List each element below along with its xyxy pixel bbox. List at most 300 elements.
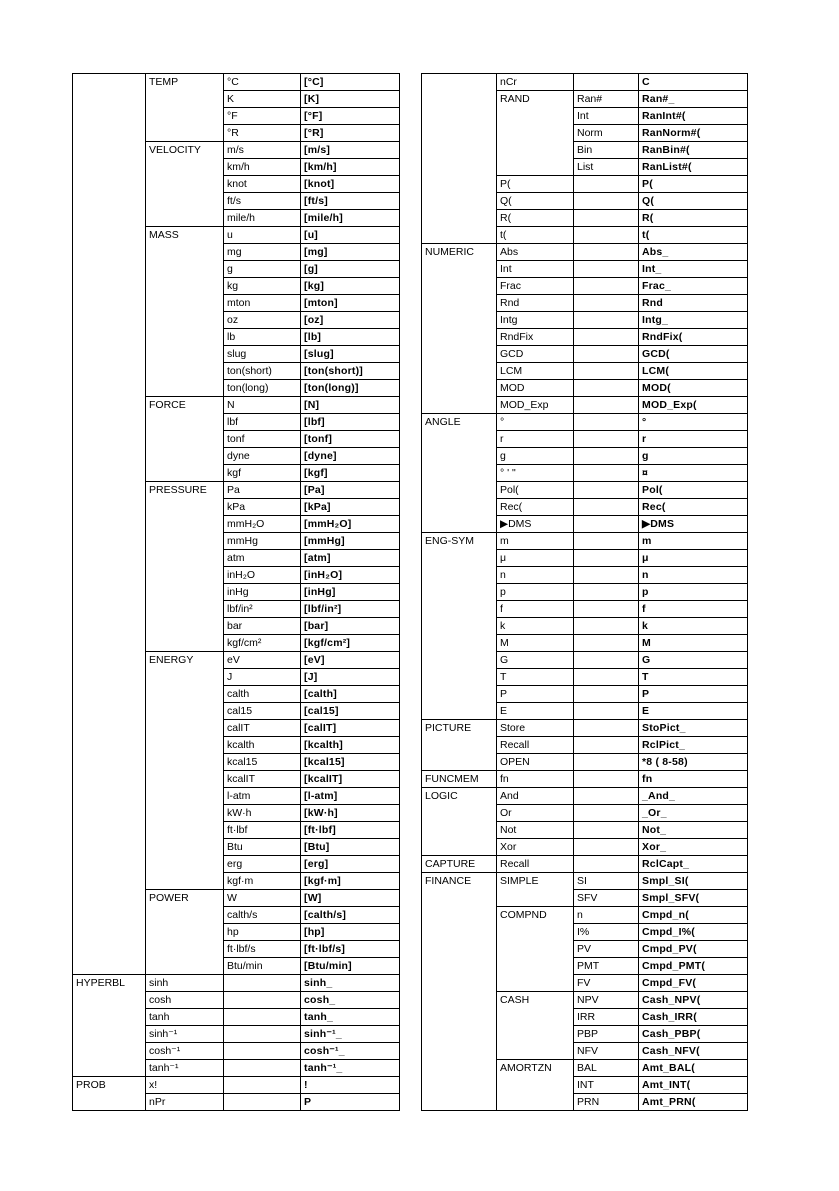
item-cell: Rnd xyxy=(497,295,574,312)
command-cell: Int_ xyxy=(639,261,748,278)
table-row xyxy=(73,907,400,924)
item-cell: Abs xyxy=(497,244,574,261)
command-cell: Frac_ xyxy=(639,278,748,295)
item-cell xyxy=(146,312,224,329)
command-cell: [hp] xyxy=(301,924,400,941)
command-cell: tanh⁻¹_ xyxy=(301,1060,400,1077)
subitem-cell xyxy=(574,601,639,618)
table-row xyxy=(422,142,748,159)
item-cell: nCr xyxy=(497,74,574,91)
subitem-cell: Ran# xyxy=(574,91,639,108)
category-cell xyxy=(422,567,497,584)
item-cell: Intg xyxy=(497,312,574,329)
item-cell xyxy=(146,584,224,601)
item-cell xyxy=(146,159,224,176)
command-cell: [°F] xyxy=(301,108,400,125)
subitem-cell: IRR xyxy=(574,1009,639,1026)
command-cell: RanInt#( xyxy=(639,108,748,125)
command-cell: StoPict_ xyxy=(639,720,748,737)
category-cell xyxy=(422,125,497,142)
category-cell xyxy=(73,448,146,465)
command-cell: [kgf·m] xyxy=(301,873,400,890)
item-cell: fn xyxy=(497,771,574,788)
command-cell: [inH₂O] xyxy=(301,567,400,584)
table-row xyxy=(422,652,748,669)
item-cell xyxy=(146,856,224,873)
item-cell: tanh⁻¹ xyxy=(146,1060,224,1077)
subitem-cell: W xyxy=(224,890,301,907)
category-cell xyxy=(422,737,497,754)
subitem-cell: m/s xyxy=(224,142,301,159)
category-cell xyxy=(422,91,497,108)
table-row xyxy=(422,788,748,805)
command-cell: t( xyxy=(639,227,748,244)
subitem-cell xyxy=(574,176,639,193)
subitem-cell: ton(long) xyxy=(224,380,301,397)
table-row xyxy=(73,601,400,618)
subitem-cell: inH₂O xyxy=(224,567,301,584)
table-row xyxy=(73,176,400,193)
subitem-cell xyxy=(574,567,639,584)
table-row xyxy=(422,635,748,652)
table-row xyxy=(73,414,400,431)
command-cell: Cash_NPV( xyxy=(639,992,748,1009)
table-row xyxy=(422,448,748,465)
category-cell xyxy=(422,363,497,380)
subitem-cell xyxy=(224,1026,301,1043)
category-cell xyxy=(73,91,146,108)
item-cell: P( xyxy=(497,176,574,193)
subitem-cell xyxy=(574,363,639,380)
category-cell xyxy=(422,397,497,414)
table-row xyxy=(73,584,400,601)
command-cell: [W] xyxy=(301,890,400,907)
table-row xyxy=(73,618,400,635)
subitem-cell: NPV xyxy=(574,992,639,1009)
item-cell: Store xyxy=(497,720,574,737)
command-cell: [kgf] xyxy=(301,465,400,482)
category-cell xyxy=(422,295,497,312)
command-cell: [knot] xyxy=(301,176,400,193)
subitem-cell: ft·lbf/s xyxy=(224,941,301,958)
category-cell xyxy=(422,159,497,176)
item-cell: M xyxy=(497,635,574,652)
command-cell: [mmH₂O] xyxy=(301,516,400,533)
subitem-cell: BAL xyxy=(574,1060,639,1077)
category-cell xyxy=(422,635,497,652)
subitem-cell xyxy=(574,805,639,822)
category-cell: PICTURE xyxy=(422,720,497,737)
category-cell xyxy=(422,482,497,499)
subitem-cell xyxy=(224,1060,301,1077)
subitem-cell xyxy=(574,788,639,805)
table-row xyxy=(73,227,400,244)
item-cell xyxy=(146,907,224,924)
subitem-cell: Bin xyxy=(574,142,639,159)
subitem-cell xyxy=(574,720,639,737)
item-cell xyxy=(146,669,224,686)
command-cell: [kcalIT] xyxy=(301,771,400,788)
table-row xyxy=(422,193,748,210)
subitem-cell xyxy=(574,754,639,771)
subitem-cell: I% xyxy=(574,924,639,941)
subitem-cell: lb xyxy=(224,329,301,346)
category-cell xyxy=(422,941,497,958)
command-cell: ! xyxy=(301,1077,400,1094)
subitem-cell: NFV xyxy=(574,1043,639,1060)
item-cell: POWER xyxy=(146,890,224,907)
item-cell xyxy=(146,924,224,941)
command-cell: g xyxy=(639,448,748,465)
table-row xyxy=(73,295,400,312)
command-cell: m xyxy=(639,533,748,550)
command-cell: [calth] xyxy=(301,686,400,703)
subitem-cell xyxy=(574,584,639,601)
subitem-cell: Btu xyxy=(224,839,301,856)
category-cell xyxy=(73,346,146,363)
category-cell xyxy=(422,1094,497,1111)
subitem-cell: ft/s xyxy=(224,193,301,210)
subitem-cell: mton xyxy=(224,295,301,312)
subitem-cell: Btu/min xyxy=(224,958,301,975)
item-cell xyxy=(146,244,224,261)
item-cell xyxy=(146,108,224,125)
category-cell xyxy=(73,703,146,720)
category-cell xyxy=(422,431,497,448)
command-cell: RclCapt_ xyxy=(639,856,748,873)
subitem-cell xyxy=(574,210,639,227)
command-cell: [g] xyxy=(301,261,400,278)
category-cell xyxy=(422,329,497,346)
category-cell: FINANCE xyxy=(422,873,497,890)
category-cell xyxy=(422,669,497,686)
table-row xyxy=(422,822,748,839)
table-row xyxy=(73,703,400,720)
subitem-cell xyxy=(574,261,639,278)
item-cell: cosh⁻¹ xyxy=(146,1043,224,1060)
item-cell: Int xyxy=(497,261,574,278)
item-cell: RAND xyxy=(497,91,574,108)
command-cell: [kgf/cm²] xyxy=(301,635,400,652)
category-cell: CAPTURE xyxy=(422,856,497,873)
subitem-cell xyxy=(574,618,639,635)
subitem-cell xyxy=(574,635,639,652)
table-row xyxy=(422,91,748,108)
table-row xyxy=(73,329,400,346)
command-cell: [tonf] xyxy=(301,431,400,448)
item-cell xyxy=(146,686,224,703)
category-cell xyxy=(422,74,497,91)
category-cell xyxy=(422,975,497,992)
command-cell: cosh⁻¹_ xyxy=(301,1043,400,1060)
category-cell xyxy=(73,567,146,584)
item-cell: Xor xyxy=(497,839,574,856)
command-cell: [mile/h] xyxy=(301,210,400,227)
item-cell: Recall xyxy=(497,737,574,754)
table-row xyxy=(73,1094,400,1111)
command-cell: [mmHg] xyxy=(301,533,400,550)
table-row xyxy=(73,465,400,482)
category-cell xyxy=(422,227,497,244)
category-cell xyxy=(422,1060,497,1077)
subitem-cell: erg xyxy=(224,856,301,873)
table-row xyxy=(422,1026,748,1043)
category-cell xyxy=(73,839,146,856)
command-cell: [atm] xyxy=(301,550,400,567)
item-cell: TEMP xyxy=(146,74,224,91)
command-cell: C xyxy=(639,74,748,91)
table-row xyxy=(73,210,400,227)
category-cell xyxy=(73,907,146,924)
table-row xyxy=(422,975,748,992)
subitem-cell: calth/s xyxy=(224,907,301,924)
category-cell xyxy=(422,958,497,975)
subitem-cell: kPa xyxy=(224,499,301,516)
category-cell xyxy=(422,1043,497,1060)
item-cell xyxy=(146,516,224,533)
item-cell xyxy=(146,295,224,312)
command-cell: [u] xyxy=(301,227,400,244)
category-cell xyxy=(73,805,146,822)
category-cell xyxy=(422,142,497,159)
category-cell xyxy=(73,737,146,754)
item-cell xyxy=(497,142,574,159)
command-cell: Cmpd_FV( xyxy=(639,975,748,992)
item-cell xyxy=(146,91,224,108)
item-cell: p xyxy=(497,584,574,601)
table-row xyxy=(422,499,748,516)
category-cell xyxy=(73,856,146,873)
table-row xyxy=(422,108,748,125)
command-cell: P( xyxy=(639,176,748,193)
category-cell xyxy=(73,788,146,805)
table-row xyxy=(422,482,748,499)
subitem-cell: kcal15 xyxy=(224,754,301,771)
subitem-cell xyxy=(574,822,639,839)
table-row xyxy=(422,873,748,890)
item-cell xyxy=(146,329,224,346)
table-row xyxy=(73,125,400,142)
command-cell: Smpl_SI( xyxy=(639,873,748,890)
subitem-cell: calIT xyxy=(224,720,301,737)
subitem-cell xyxy=(574,227,639,244)
subitem-cell: List xyxy=(574,159,639,176)
category-cell xyxy=(73,261,146,278)
command-cell: μ xyxy=(639,550,748,567)
item-cell: And xyxy=(497,788,574,805)
subitem-cell: km/h xyxy=(224,159,301,176)
item-cell xyxy=(146,431,224,448)
table-row xyxy=(73,669,400,686)
item-cell: CASH xyxy=(497,992,574,1009)
category-cell xyxy=(73,992,146,1009)
command-cell: [kcal15] xyxy=(301,754,400,771)
item-cell xyxy=(146,346,224,363)
category-cell: ENG-SYM xyxy=(422,533,497,550)
item-cell: k xyxy=(497,618,574,635)
category-cell xyxy=(73,499,146,516)
table-row xyxy=(73,924,400,941)
table-row xyxy=(73,261,400,278)
subitem-cell: knot xyxy=(224,176,301,193)
command-cell: Cash_PBP( xyxy=(639,1026,748,1043)
command-cell: Ran#_ xyxy=(639,91,748,108)
command-cell: RanNorm#( xyxy=(639,125,748,142)
item-cell: AMORTZN xyxy=(497,1060,574,1077)
category-cell xyxy=(422,992,497,1009)
command-cell: Amt_BAL( xyxy=(639,1060,748,1077)
item-cell: Recall xyxy=(497,856,574,873)
category-cell xyxy=(73,227,146,244)
subitem-cell xyxy=(574,380,639,397)
command-cell: [kcalth] xyxy=(301,737,400,754)
item-cell xyxy=(146,771,224,788)
item-cell: g xyxy=(497,448,574,465)
category-cell xyxy=(73,210,146,227)
table-row xyxy=(422,176,748,193)
item-cell: T xyxy=(497,669,574,686)
item-cell: MOD_Exp xyxy=(497,397,574,414)
subitem-cell: mile/h xyxy=(224,210,301,227)
category-cell xyxy=(422,1077,497,1094)
table-row xyxy=(422,618,748,635)
category-cell xyxy=(73,159,146,176)
command-cell: ▶DMS xyxy=(639,516,748,533)
command-cell: Abs_ xyxy=(639,244,748,261)
item-cell xyxy=(497,1043,574,1060)
command-cell: sinh_ xyxy=(301,975,400,992)
category-cell xyxy=(73,584,146,601)
table-row xyxy=(73,431,400,448)
category-cell xyxy=(422,1026,497,1043)
table-row xyxy=(422,295,748,312)
item-cell: OPEN xyxy=(497,754,574,771)
category-cell xyxy=(73,397,146,414)
table-row xyxy=(422,465,748,482)
subitem-cell: INT xyxy=(574,1077,639,1094)
command-cell: [ton(long)] xyxy=(301,380,400,397)
subitem-cell: °C xyxy=(224,74,301,91)
table-row xyxy=(422,312,748,329)
subitem-cell: mmHg xyxy=(224,533,301,550)
category-cell: ANGLE xyxy=(422,414,497,431)
command-cell: [ft·lbf/s] xyxy=(301,941,400,958)
command-cell: [m/s] xyxy=(301,142,400,159)
table-row xyxy=(422,533,748,550)
subitem-cell xyxy=(574,499,639,516)
category-cell xyxy=(73,465,146,482)
item-cell xyxy=(146,363,224,380)
command-cell: Not_ xyxy=(639,822,748,839)
category-cell xyxy=(73,431,146,448)
item-cell: G xyxy=(497,652,574,669)
item-cell: Not xyxy=(497,822,574,839)
table-row xyxy=(422,601,748,618)
subitem-cell xyxy=(574,652,639,669)
table-row xyxy=(422,958,748,975)
command-cell: [mton] xyxy=(301,295,400,312)
item-cell xyxy=(146,754,224,771)
item-cell xyxy=(146,737,224,754)
command-cell: Cash_NFV( xyxy=(639,1043,748,1060)
item-cell: RndFix xyxy=(497,329,574,346)
item-cell: R( xyxy=(497,210,574,227)
subitem-cell xyxy=(224,992,301,1009)
table-row xyxy=(73,754,400,771)
command-cell: Q( xyxy=(639,193,748,210)
subitem-cell: hp xyxy=(224,924,301,941)
table-row xyxy=(422,227,748,244)
table-row xyxy=(73,380,400,397)
table-row xyxy=(422,414,748,431)
subitem-cell xyxy=(224,1077,301,1094)
table-row xyxy=(73,788,400,805)
table-row xyxy=(73,91,400,108)
command-cell: [inHg] xyxy=(301,584,400,601)
subitem-cell xyxy=(574,329,639,346)
item-cell: Rec( xyxy=(497,499,574,516)
category-cell xyxy=(73,363,146,380)
table-row xyxy=(422,210,748,227)
table-row xyxy=(73,1077,400,1094)
table-row xyxy=(422,74,748,91)
table-row xyxy=(73,975,400,992)
item-cell xyxy=(146,618,224,635)
command-cell: [Btu/min] xyxy=(301,958,400,975)
item-cell: FORCE xyxy=(146,397,224,414)
subitem-cell xyxy=(574,193,639,210)
category-cell xyxy=(73,822,146,839)
category-cell xyxy=(422,176,497,193)
table-row xyxy=(422,669,748,686)
item-cell: m xyxy=(497,533,574,550)
subitem-cell xyxy=(574,346,639,363)
subitem-cell: dyne xyxy=(224,448,301,465)
table-row xyxy=(422,329,748,346)
item-cell: E xyxy=(497,703,574,720)
table-row xyxy=(422,771,748,788)
command-cell: R( xyxy=(639,210,748,227)
table-row xyxy=(422,1009,748,1026)
category-cell xyxy=(422,754,497,771)
category-cell: NUMERIC xyxy=(422,244,497,261)
subitem-cell: FV xyxy=(574,975,639,992)
command-cell: [calIT] xyxy=(301,720,400,737)
item-cell xyxy=(146,941,224,958)
table-row xyxy=(73,839,400,856)
command-cell: [lbf] xyxy=(301,414,400,431)
table-row xyxy=(73,1009,400,1026)
subitem-cell: kW·h xyxy=(224,805,301,822)
subitem-cell xyxy=(574,839,639,856)
subitem-cell xyxy=(574,533,639,550)
table-row xyxy=(422,346,748,363)
item-cell xyxy=(497,975,574,992)
category-cell xyxy=(73,533,146,550)
subitem-cell: mmH₂O xyxy=(224,516,301,533)
category-cell xyxy=(422,448,497,465)
table-row xyxy=(73,822,400,839)
subitem-cell: ft·lbf xyxy=(224,822,301,839)
category-cell: FUNCMEM xyxy=(422,771,497,788)
subitem-cell: ton(short) xyxy=(224,363,301,380)
table-row xyxy=(73,516,400,533)
right-function-table xyxy=(421,73,748,1111)
command-cell: RclPict_ xyxy=(639,737,748,754)
subitem-cell xyxy=(574,414,639,431)
item-cell xyxy=(146,176,224,193)
subitem-cell xyxy=(574,703,639,720)
